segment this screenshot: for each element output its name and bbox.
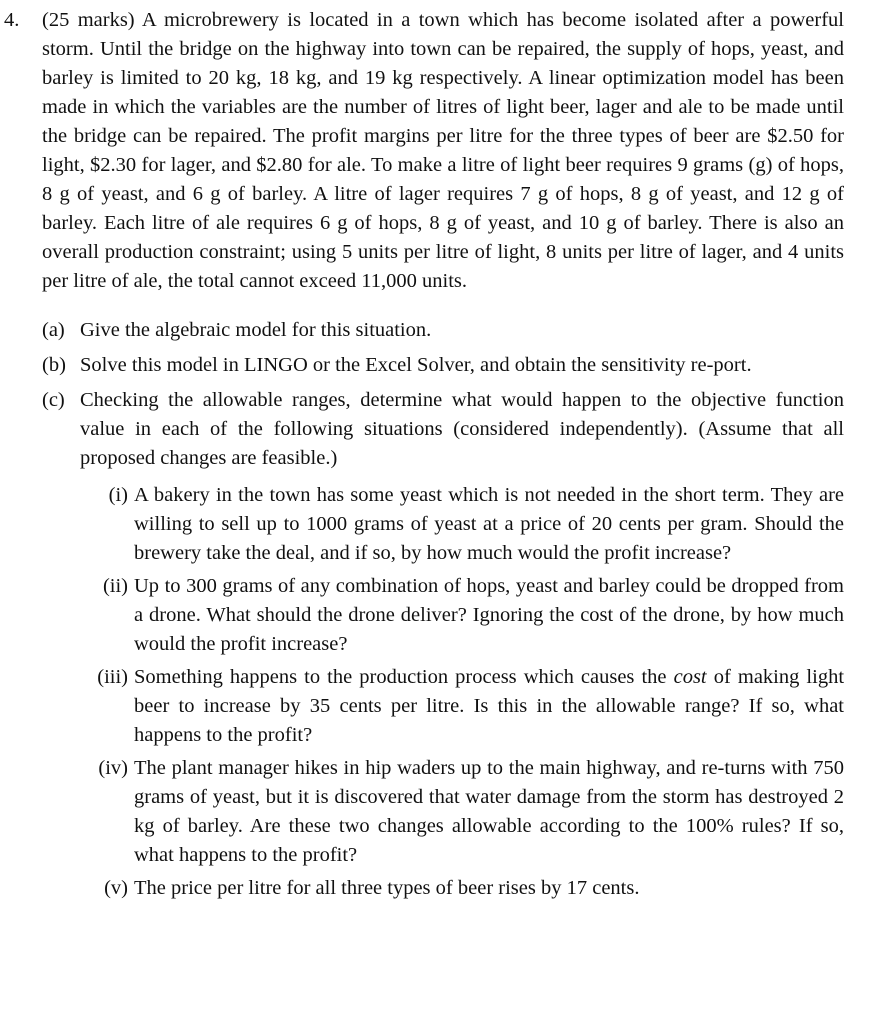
part-a-label: (a) [42, 319, 65, 341]
part-a [42, 316, 844, 345]
part-c-text: Checking the allowable ranges, determine what would happen to the objective function value in each of the following situations (considered independently). (Assume that all proposed changes are feasible.) [80, 389, 844, 469]
subpart-iii [96, 663, 844, 750]
subpart-i [96, 481, 844, 568]
part-c-subparts [4, 481, 844, 903]
subpart-iii-label: (iii) [97, 666, 128, 688]
subpart-ii-label: (ii) [102, 575, 128, 597]
subpart-ii-text: Up to 300 grams of any combination of hops, yeast and barley could be dropped from a drone. What should the drone deliver? Ignoring the cost of the drone, by how much would the profit increase? [134, 575, 844, 655]
subpart-iii-emphasis: cost [673, 666, 707, 688]
subpart-ii [96, 572, 844, 659]
question-number: 4. [4, 9, 20, 31]
subpart-i-label: (i) [108, 484, 128, 506]
question-statement: (25 marks) A microbrewery is located in a town which has become isolated after a powerful storm. Until the bridge on the highway into town can be repaired, the supply of hops, yeast, and barley is limited to 20 kg, 18 kg, and 19 kg respectively. A linear optimization model has been made in which the variables are the number of litres of light beer, lager and ale to be made until the bridge can be repaired. The profit margins per litre for the three types of beer are $2.50 for light, $2.30 for lager, and $2.80 for ale. To make a litre of light beer requires 9 grams (g) of hops, 8 g of yeast, and 6 g of barley. A litre of lager requires 7 g of hops, 8 g of yeast, and 12 g of barley. Each litre of ale requires 6 g of hops, 8 g of yeast, and 10 g of barley. There is also an overall production constraint; using 5 units per litre of light, 8 units per litre of lager, and 4 units per litre of ale, the total cannot exceed 11,000 units. [42, 9, 844, 292]
subpart-iv-text: The plant manager hikes in hip waders up to the main highway, and re-turns with 750 grams of yeast, but it is discovered that water damage from the storm has destroyed 2 kg of barley. Are these two changes allowable according to the 100% rules? If so, what happens to the profit? [134, 757, 844, 866]
subpart-iii-text-before: Something happens to the production process which causes the [134, 666, 667, 688]
subpart-iv-label: (iv) [98, 757, 128, 779]
problem-4 [4, 6, 844, 907]
part-b-label: (b) [42, 354, 66, 376]
subpart-v [96, 874, 844, 903]
subpart-i-text: A bakery in the town has some yeast which is not needed in the short term. They are willing to sell up to 1000 grams of yeast at a price of 20 cents per gram. Should the brewery take the deal, and if so, by how much would the profit increase? [134, 484, 844, 564]
subpart-v-text: The price per litre for all three types of beer rises by 17 cents. [134, 877, 640, 899]
subpart-iv [96, 754, 844, 870]
part-a-text: Give the algebraic model for this situation. [80, 319, 432, 341]
part-b [42, 351, 844, 380]
subpart-iii-text-after: of making light beer to increase by 35 cents per litre. Is this in the allowable range? If so, what happens to the profit? [134, 666, 845, 746]
part-c [42, 386, 844, 473]
question-parts [4, 316, 844, 473]
subpart-v-label: (v) [104, 877, 128, 899]
part-c-label: (c) [42, 389, 65, 411]
part-b-text: Solve this model in LINGO or the Excel Solver, and obtain the sensitivity re-port. [80, 354, 752, 376]
